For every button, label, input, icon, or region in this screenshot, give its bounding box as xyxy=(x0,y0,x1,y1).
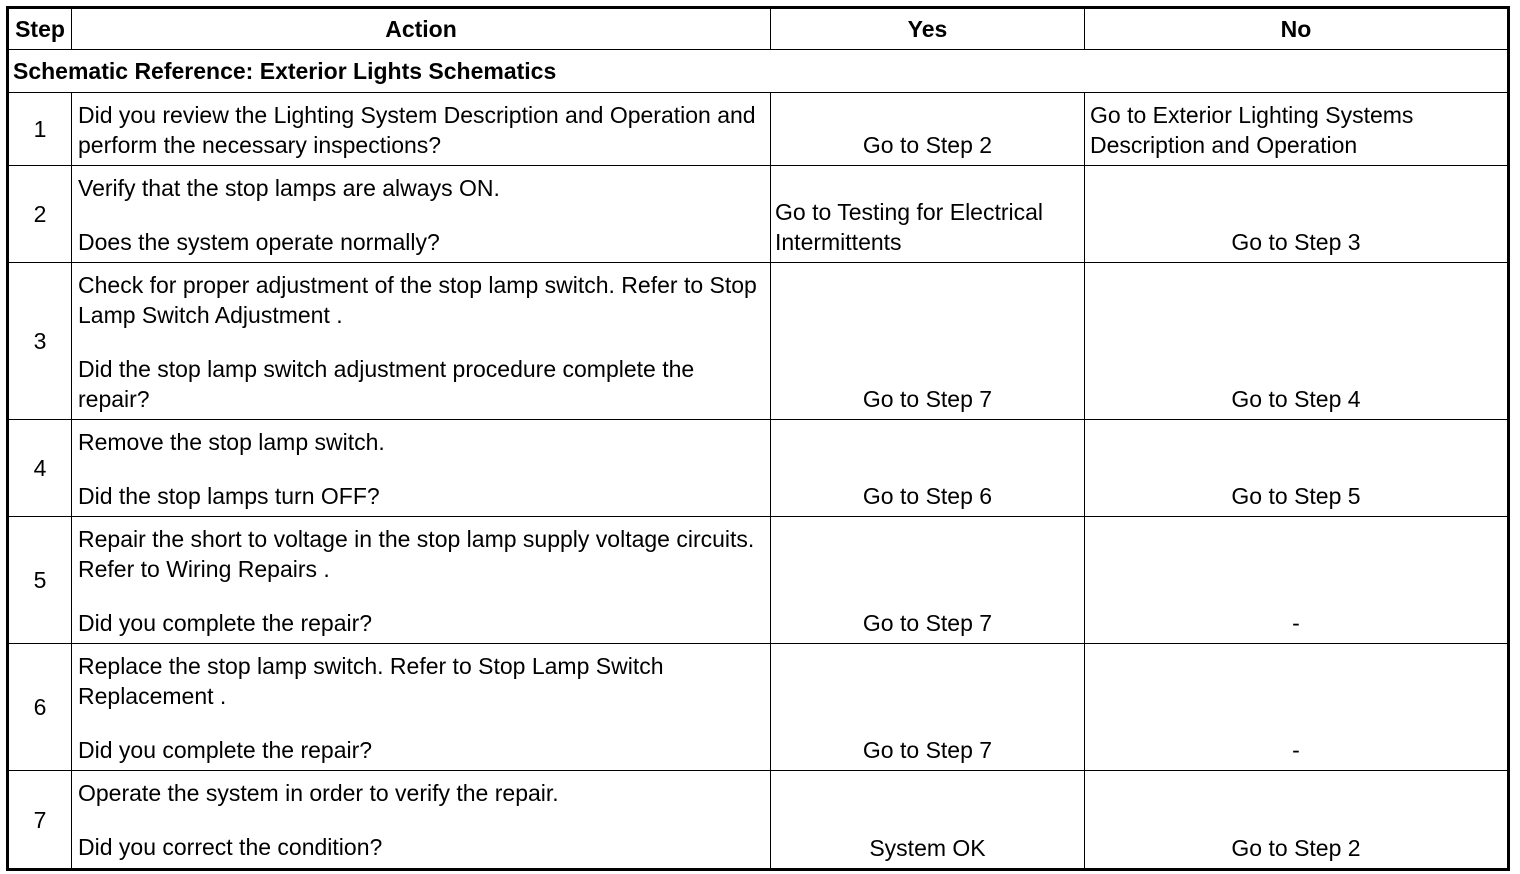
step-number: 1 xyxy=(8,93,72,166)
step-number: 6 xyxy=(8,644,72,771)
table-row xyxy=(8,644,1509,771)
table-row xyxy=(8,771,1509,870)
step-number: 5 xyxy=(8,517,72,644)
action-cell xyxy=(72,644,771,771)
header-row xyxy=(8,8,1509,50)
action-text: Operate the system in order to verify the repair. xyxy=(78,780,559,806)
step-number: 4 xyxy=(8,420,72,517)
action-text: Repair the short to voltage in the stop lamp supply voltage circuits. Refer to Wiring Repairs . xyxy=(78,526,755,582)
header-no: No xyxy=(1085,8,1509,50)
header-action: Action xyxy=(72,8,771,50)
no-cell: - xyxy=(1085,517,1509,644)
table-row xyxy=(8,166,1509,263)
action-cell xyxy=(72,93,771,166)
action-text: Did you review the Lighting System Description and Operation and perform the necessary inspections? xyxy=(78,102,756,158)
action-cell xyxy=(72,166,771,263)
action-text: Replace the stop lamp switch. Refer to Stop Lamp Switch Replacement . xyxy=(78,653,664,709)
table-row xyxy=(8,517,1509,644)
action-question: Does the system operate normally? xyxy=(78,229,440,255)
action-cell xyxy=(72,771,771,870)
table-row xyxy=(8,420,1509,517)
diagnostic-table xyxy=(6,6,1510,871)
header-yes: Yes xyxy=(771,8,1085,50)
step-number: 3 xyxy=(8,263,72,420)
no-cell: Go to Step 5 xyxy=(1085,420,1509,517)
action-text: Check for proper adjustment of the stop lamp switch. Refer to Stop Lamp Switch Adjustment . xyxy=(78,272,757,328)
header-step: Step xyxy=(8,8,72,50)
yes-cell: Go to Step 7 xyxy=(771,644,1085,771)
action-cell xyxy=(72,517,771,644)
table-row xyxy=(8,263,1509,420)
action-cell xyxy=(72,263,771,420)
yes-cell: Go to Step 2 xyxy=(771,93,1085,166)
action-question: Did you complete the repair? xyxy=(78,610,373,636)
yes-cell: Go to Step 6 xyxy=(771,420,1085,517)
no-cell: - xyxy=(1085,644,1509,771)
step-number: 7 xyxy=(8,771,72,870)
action-text: Remove the stop lamp switch. xyxy=(78,429,385,455)
action-cell xyxy=(72,420,771,517)
action-question: Did the stop lamp switch adjustment procedure complete the repair? xyxy=(78,356,695,412)
no-cell: Go to Step 3 xyxy=(1085,166,1509,263)
yes-cell: System OK xyxy=(771,771,1085,870)
yes-cell: Go to Step 7 xyxy=(771,263,1085,420)
table-row xyxy=(8,93,1509,166)
yes-cell: Go to Testing for Electrical Intermittents xyxy=(771,166,1085,263)
no-cell: Go to Exterior Lighting Systems Description and Operation xyxy=(1085,93,1509,166)
schematic-row xyxy=(8,50,1509,93)
schematic-reference: Schematic Reference: Exterior Lights Schematics xyxy=(8,50,1509,93)
yes-cell: Go to Step 7 xyxy=(771,517,1085,644)
action-question: Did the stop lamps turn OFF? xyxy=(78,483,380,509)
no-cell: Go to Step 4 xyxy=(1085,263,1509,420)
action-text: Verify that the stop lamps are always ON. xyxy=(78,175,500,201)
action-question: Did you correct the condition? xyxy=(78,834,383,860)
no-cell: Go to Step 2 xyxy=(1085,771,1509,870)
step-number: 2 xyxy=(8,166,72,263)
action-question: Did you complete the repair? xyxy=(78,737,373,763)
